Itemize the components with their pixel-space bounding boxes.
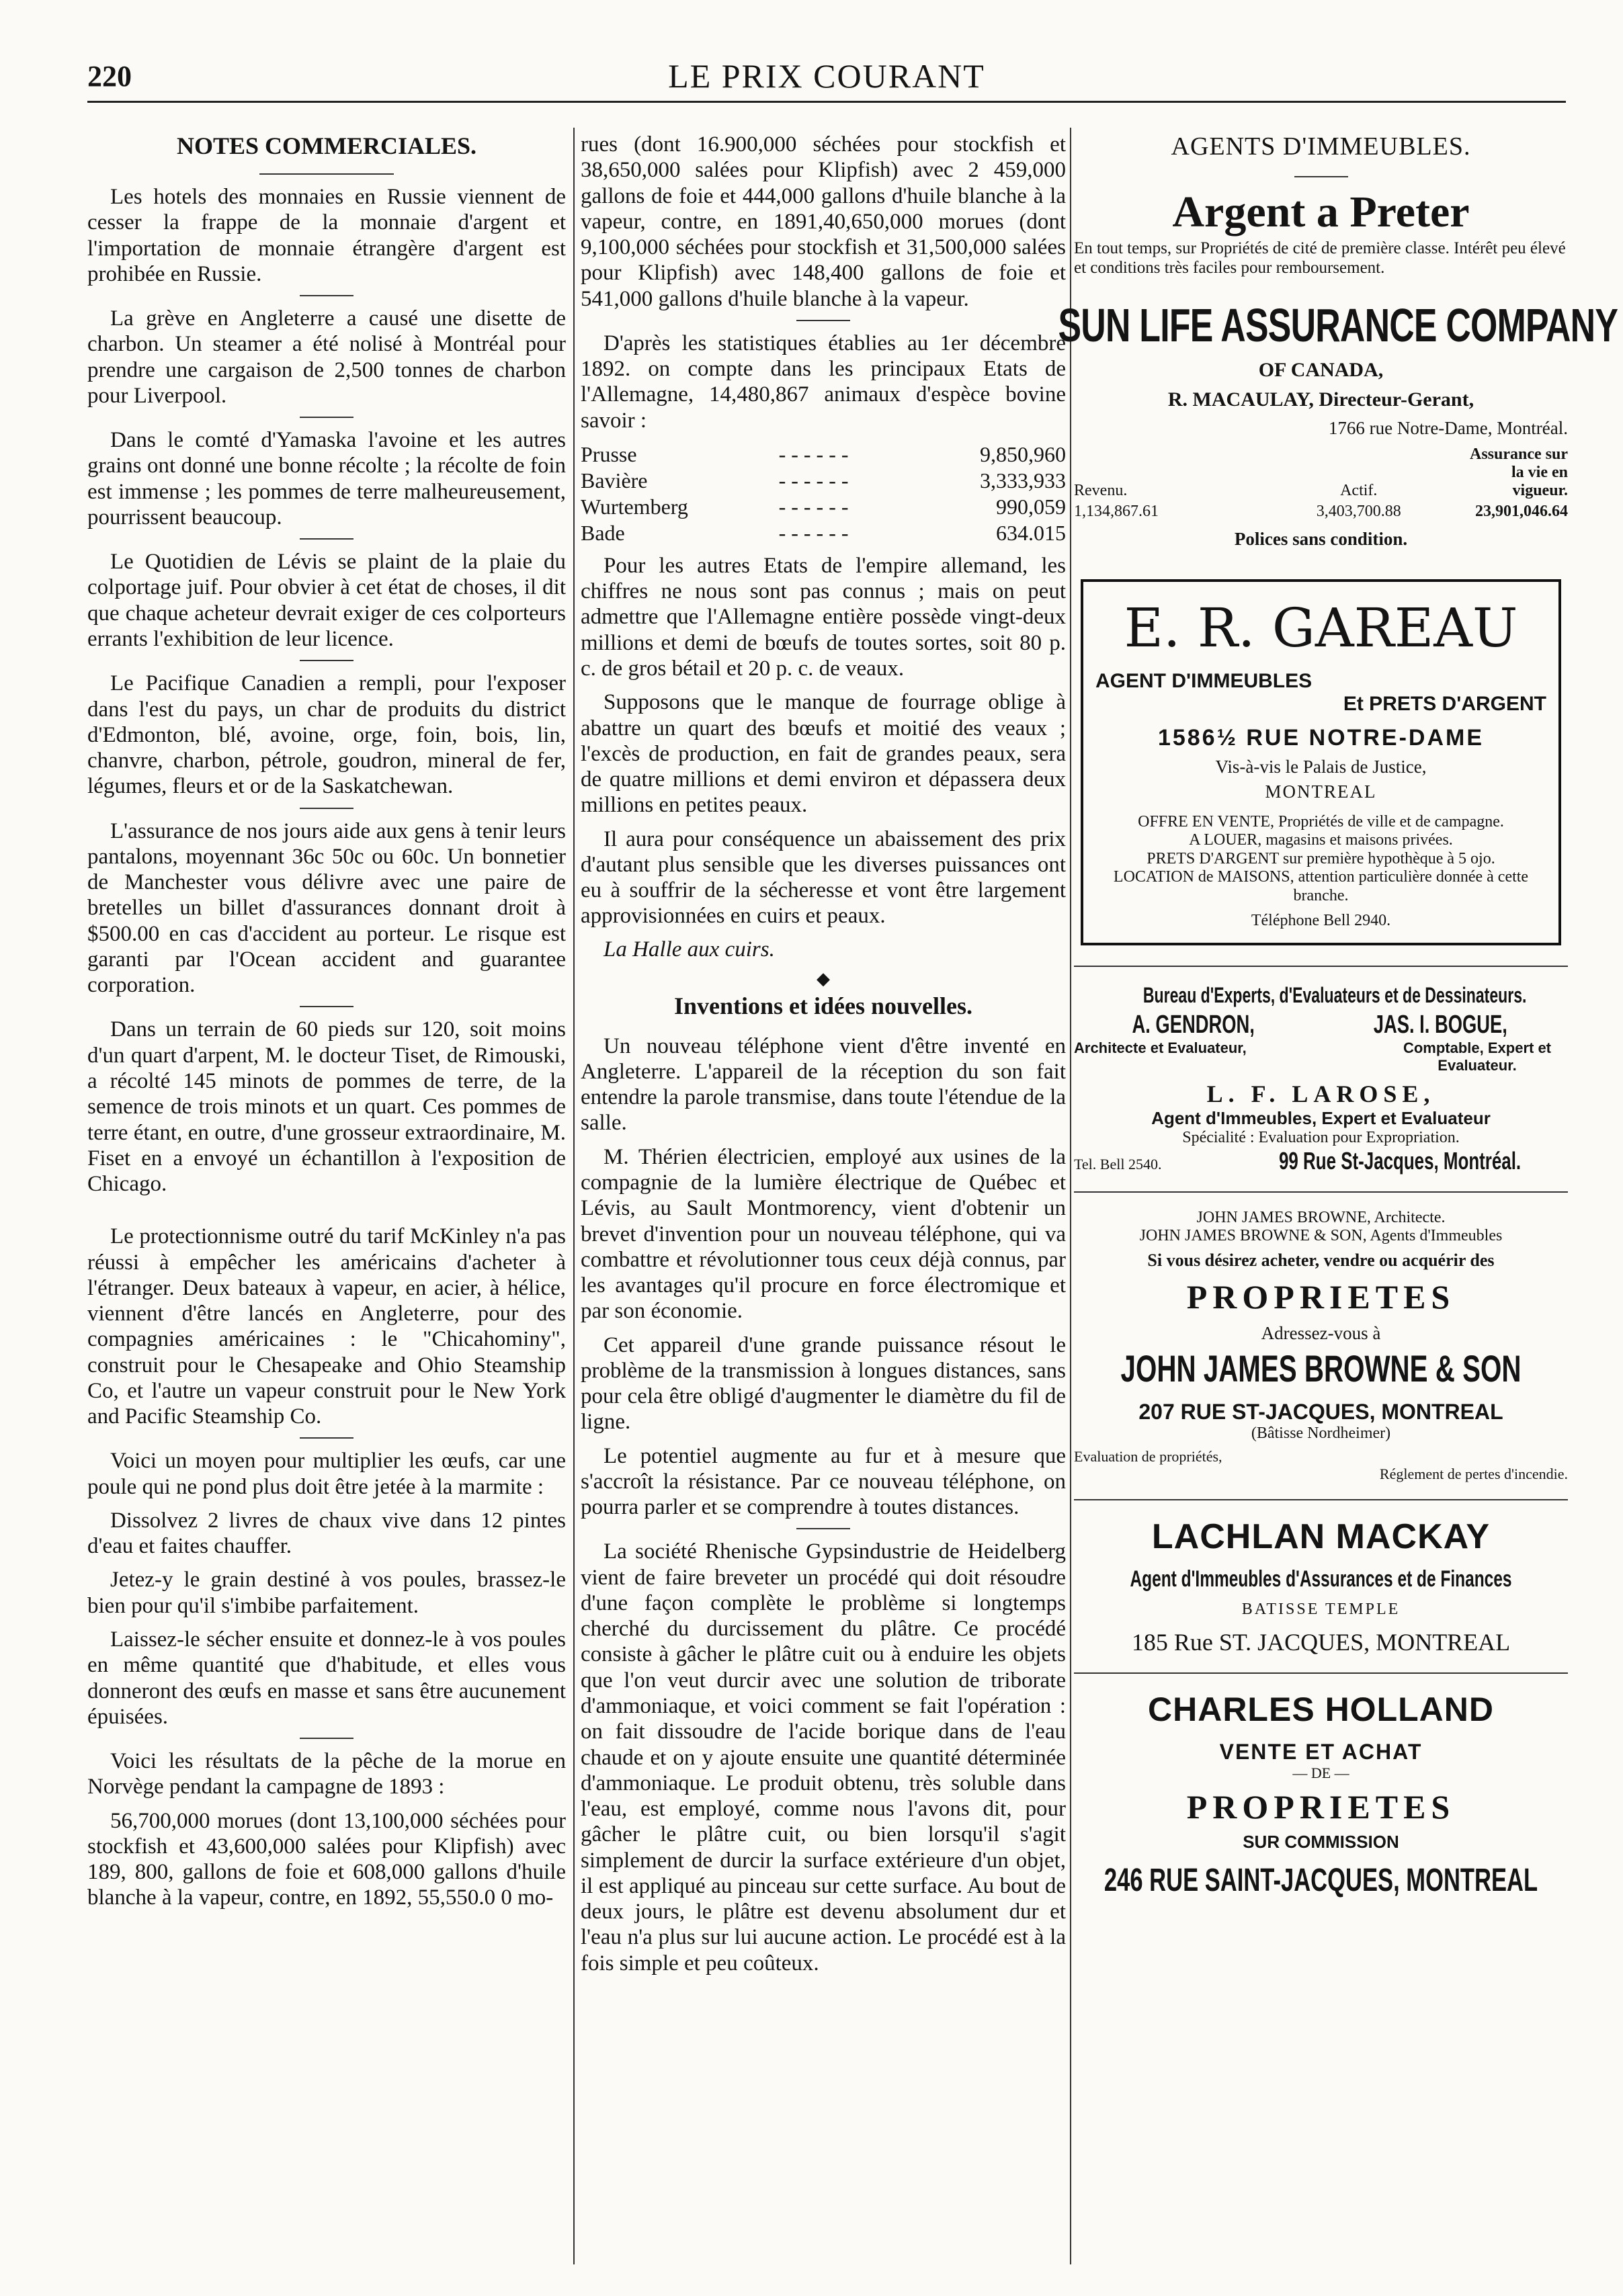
gendron-name1: A. GENDRON,: [1132, 1011, 1255, 1039]
cattle-stats-table: [581, 441, 1066, 546]
ad-mackay: [1074, 1517, 1568, 1656]
article-paragraph: Dissolvez 2 livres de chaux vive dans 12 pintes d'eau et faites chauffer.: [87, 1508, 566, 1559]
ad-gendron: [1074, 983, 1568, 1175]
sunlife-figures: [1074, 444, 1568, 522]
table-row: [1074, 501, 1568, 522]
stat-value: 634.015: [996, 520, 1066, 545]
article-paragraph: Il aura pour conséquence un abaissement des prix d'autant plus sensible que les diverses puissances ont eu à souffrir de la sécheresse et vont être largement approvisionnées en cuirs et peaux.: [581, 826, 1066, 929]
gareau-louer: A LOUER, magasins et maisons privées.: [1189, 831, 1453, 849]
article-paragraph: D'après les statistiques établies au 1er décembre 1892. on compte dans les principaux Etats de l'Allemagne, 14,480,867 animaux d'espèce bovine savoir :: [581, 331, 1066, 433]
divider: [300, 538, 353, 540]
column-rule-2: [1070, 128, 1071, 2264]
divider: [796, 1528, 850, 1529]
ad-browne: [1074, 1209, 1568, 1483]
browne-address: 207 RUE ST-JACQUES, MONTREAL: [1138, 1400, 1503, 1425]
article-paragraph: Jetez-y le grain destiné à vos poules, brassez-le bien pour qu'il s'imbibe parfaitement.: [87, 1568, 566, 1618]
larose-role: Agent d'Immeubles, Expert et Evaluateur: [1151, 1108, 1491, 1129]
figure-header: Actif.: [1340, 481, 1378, 499]
browne-line3: Si vous désirez acheter, vendre ou acquérir des: [1147, 1250, 1495, 1271]
argent-text: En tout temps, sur Propriétés de cité de première classe. Intérêt peu élevé et conditions très faciles pour remboursement.: [1074, 239, 1566, 277]
table-row: Bade - - - - - - 634.015: [581, 520, 1066, 545]
holland-de: — DE —: [1292, 1764, 1349, 1782]
figure-value: 1,134,867.61: [1074, 502, 1159, 520]
holland-commission: SUR COMMISSION: [1243, 1832, 1399, 1853]
stat-value: 990,059: [996, 494, 1066, 519]
sunlife-name: SUN LIFE ASSURANCE COMPANY: [1058, 298, 1618, 351]
article-paragraph: Voici les résultats de la pêche de la morue en Norvège pendant la campagne de 1893 :: [87, 1749, 566, 1799]
sunlife-director: R. MACAULAY, Directeur-Gerant,: [1167, 388, 1474, 411]
browne-line2: JOHN JAMES BROWNE & SON, Agents d'Immeubles: [1139, 1227, 1503, 1245]
article-signature: La Halle aux cuirs.: [604, 937, 775, 962]
gareau-line1: AGENT D'IMMEUBLES: [1095, 669, 1313, 692]
figure-value: 3,403,700.88: [1316, 502, 1401, 520]
mackay-line: Agent d'Immeubles d'Assurances et de Finances: [1130, 1566, 1512, 1592]
larose-tel: Tel. Bell 2540.: [1074, 1156, 1162, 1173]
article-paragraph: M. Thérien électricien, employé aux usines de la compagnie de la lumière électrique de Québec et Lévis, au Sault Montmorency, vient d'obtenir un brevet d'invention pour un nouveau téléphone, qui va combattre et révolutionner tous ceux déjà connus, par les avantages qu'il procure en force électromique et par son économie.: [581, 1144, 1066, 1324]
holland-vente: VENTE ET ACHAT: [1219, 1740, 1423, 1764]
gareau-offre: OFFRE EN VENTE, Propriétés de ville et de campagne.: [1138, 812, 1504, 831]
browne-line1: JOHN JAMES BROWNE, Architecte.: [1196, 1209, 1446, 1227]
page-number: 220: [87, 60, 132, 93]
stat-label: Prusse: [581, 441, 637, 466]
gareau-address: 1586½ RUE NOTRE-DAME: [1157, 724, 1485, 751]
sunlife-address: 1766 rue Notre-Dame, Montréal.: [1328, 417, 1568, 438]
stat-label: Wurtemberg: [581, 494, 688, 519]
gareau-prets: PRETS D'ARGENT sur première hypothèque à 5 ojo.: [1147, 849, 1495, 867]
argent-title: Argent a Preter: [1172, 187, 1470, 237]
table-row: Bavière - - - - - - 3,333,933: [581, 468, 1066, 493]
ad-gareau: [1081, 579, 1561, 946]
holland-proprietes: PROPRIETES: [1186, 1788, 1456, 1826]
gareau-city: MONTREAL: [1265, 781, 1377, 802]
table-row: Prusse - - - - - - 9,850,960: [581, 441, 1066, 466]
browne-eval: Evaluation de propriétés,: [1074, 1448, 1222, 1465]
article-paragraph: rues (dont 16.900,000 séchées pour stockfish et 38,650,000 salées pour Klipfish) avec 2 459,000 gallons de foie et 444,000 gallons d'huile blanche à la vapeur, contre, en 1891,40,650,000 morues (dont 9,100,000 séchées pour stockfish et 31,500,000 salées pour Klipfish) avec 148,400 gallons de foie et 541,000 gallons d'huile blanche à la vapeur.: [581, 132, 1066, 311]
article-paragraph: Voici un moyen pour multiplier les œufs, car une poule qui ne pond plus doit être jetée à la marmite :: [87, 1449, 566, 1499]
divider: [796, 320, 850, 321]
article-paragraph: La grève en Angleterre a causé une disette de charbon. Un steamer a été nolisé à Montréal pour prendre une cargaison de 2,500 tonnes de charbon pour Liverpool.: [87, 306, 566, 408]
section-title-notes: NOTES COMMERCIALES.: [176, 132, 477, 159]
mackay-address: 185 Rue ST. JACQUES, MONTREAL: [1131, 1629, 1511, 1656]
gendron-name2: JAS. I. BOGUE,: [1373, 1011, 1508, 1039]
divider: [300, 1738, 353, 1739]
divider: [259, 173, 394, 175]
article-paragraph: Le Pacifique Canadien a rempli, pour l'exposer dans l'est du pays, un char de produits du district d'Edmonton, blé, avoine, orge, foin, bois, lin, chanvre, charbon, pétrole, goudron, mineral de fer, légumes, fleurs et or de la Saskatchewan.: [87, 671, 566, 799]
divider: [1074, 1499, 1568, 1500]
article-paragraph: Cet appareil d'une grande puissance résout le problème de la transmission à longues distances, sans pour cela être obligé d'augmenter le diamètre du fil de ligne.: [581, 1332, 1066, 1435]
table-row: [1074, 444, 1568, 501]
larose-address: 99 Rue St-Jacques, Montréal.: [1278, 1147, 1521, 1175]
ad-holland: [1074, 1690, 1568, 1899]
divider: [300, 1006, 353, 1007]
divider: [300, 295, 353, 296]
ad-sunlife: [1058, 298, 1618, 550]
browne-proprietes: PROPRIETES: [1186, 1278, 1456, 1316]
sunlife-tagline: Polices sans condition.: [1234, 528, 1408, 549]
browne-adressez: Adressez-vous à: [1261, 1323, 1381, 1344]
page-header: [87, 54, 1566, 103]
stat-value: 3,333,933: [980, 468, 1066, 493]
divider: [300, 1437, 353, 1439]
table-row: Wurtemberg - - - - - - 990,059: [581, 494, 1066, 519]
larose-name: L. F. LAROSE,: [1206, 1080, 1435, 1108]
figure-header: Assurance sur la vie en vigueur.: [1469, 445, 1568, 499]
gendron-role2: Comptable, Expert et Evaluateur.: [1403, 1039, 1552, 1074]
gendron-bureau: Bureau d'Experts, d'Evaluateurs et de Dessinateurs.: [1142, 983, 1527, 1008]
column-1: [87, 132, 566, 2262]
publication-title: LE PRIX COURANT: [668, 57, 985, 95]
column-2: [581, 132, 1066, 2262]
mackay-batisse: BATISSE TEMPLE: [1241, 1601, 1401, 1619]
ad-argent: [1074, 132, 1568, 278]
larose-speciality: Spécialité : Evaluation pour Expropriation.: [1182, 1129, 1460, 1147]
column-rule-1: [573, 128, 575, 2264]
divider: [300, 808, 353, 809]
article-paragraph: Le Quotidien de Lévis se plaint de la plaie du colportage juif. Pour obvier à cet état de choses, il dit que chaque acheteur devrait exiger de ces colporteurs errants l'exhibition de leur licence.: [87, 550, 566, 651]
browne-reglement: Réglement de pertes d'incendie.: [1379, 1465, 1568, 1483]
column-3-ads: [1058, 132, 1618, 2262]
sunlife-country: OF CANADA,: [1258, 358, 1384, 381]
gareau-name: E. R. GAREAU: [1124, 596, 1518, 659]
gareau-location: LOCATION de MAISONS, attention particulière donnée à cette branche.: [1113, 868, 1529, 904]
figure-header: Revenu.: [1074, 481, 1128, 499]
article-paragraph: Le protectionnisme outré du tarif McKinley n'a pas réussi à empêcher les américains d'acheter à l'étranger. Deux bateaux à vapeur, en acier, à hélice, viennent d'être lancés en Angleterre, pour des compagnies américaines : le "Chicahominy", construit pour le Chesapeake and Ohio Steamship Co, et l'autre un vapeur construit pour le New York and Pacific Steamship Co.: [87, 1224, 566, 1429]
article-paragraph: Dans le comté d'Yamaska l'avoine et les autres grains ont donné une bonne récolte ; la récolte de foin est immense ; les pommes de terre malheureusement, pourrissent beaucoup.: [87, 428, 566, 529]
divider: [300, 417, 353, 418]
ornament-icon: ◆: [817, 968, 830, 988]
article-paragraph: Un nouveau téléphone vient d'être inventé en Angleterre. L'appareil de la réception du son fait entendre la parole transmise, dans toute l'étendue de la salle.: [581, 1033, 1066, 1136]
divider: [1074, 1191, 1568, 1193]
divider: [1074, 966, 1568, 967]
stat-label: Bavière: [581, 468, 648, 493]
mackay-name: LACHLAN MACKAY: [1151, 1517, 1491, 1557]
divider: [1294, 176, 1348, 177]
article-paragraph: L'assurance de nos jours aide aux gens à tenir leurs pantalons, moyennant 36c 50c ou 60c. Un bonnetier de Manchester vous délivre avec une paire de bretelles un billet d'assurances donnant droit à $500.00 en cas d'accident au porteur. Le risque est garanti par l'Ocean accident and guarantee corporation.: [87, 818, 566, 998]
article-paragraph: La société Rhenische Gypsindustrie de Heidelberg vient de faire breveter un procédé qui doit résoudre d'une façon complète le problème si longtemps cherché du durcissement du plâtre. Ce procédé consiste à gâcher le plâtre cuit ou à enduire les objets que l'on veut durcir avec une solution de triborate d'ammoniaque, et voici comment se fait l'opération : on fait dissoudre de l'acide borique dans de l'eau chaude et on y ajoute ensuite une quantité déterminée d'ammoniaque. Le produit obtenu, très soluble dans l'eau, est employé, comme nous l'avons dit, pour gâcher le plâtre cuit, ou bien lorsqu'il s'agit simplement de durcir la surface extérieure d'un objet, il est appliqué au pinceau sur cette surface. Au bout de deux jours, le plâtre est devenu absolument dur et l'eau n'a plus sur lui aucune action. Le procédé est à la fois simple et peu coûteux.: [581, 1539, 1066, 1975]
divider: [300, 660, 353, 661]
article-paragraph: Le potentiel augmente au fur et à mesure que s'accroît la résistance. Par ce nouveau téléphone, on pourra parler et se comprendre à toutes distances.: [581, 1443, 1066, 1520]
gareau-line2: Et PRETS D'ARGENT: [1343, 692, 1546, 715]
browne-name: JOHN JAMES BROWNE & SON: [1120, 1347, 1522, 1390]
stat-value: 9,850,960: [980, 441, 1066, 466]
article-paragraph: Pour les autres Etats de l'empire allemand, les chiffres ne nous sont pas connus ; mais on peut admettre que l'Allemagne entière possède vingt-deux millions et demi de bœufs de toutes sortes, soit 80 p. c. de gros bétail et 20 p. c. de veaux.: [581, 553, 1066, 681]
gareau-tel: Téléphone Bell 2940.: [1251, 912, 1391, 930]
gareau-vis: Vis-à-vis le Palais de Justice,: [1215, 756, 1427, 777]
holland-address: 246 RUE SAINT-JACQUES, MONTREAL: [1104, 1863, 1538, 1899]
gendron-role1: Architecte et Evaluateur,: [1074, 1039, 1247, 1057]
figure-value: 23,901,046.64: [1475, 502, 1568, 520]
article-paragraph: 56,700,000 morues (dont 13,100,000 séchées pour stockfish et 43,600,000 salées pour Klipfish) avec 189, 800, gallons de foie et 608,000 gallons d'huile blanche à la vapeur, contre, en 1892, 55,550.0 0 mo-: [87, 1808, 566, 1910]
stat-label: Bade: [581, 520, 625, 545]
article-paragraph: Dans un terrain de 60 pieds sur 120, soit moins d'un quart d'arpent, M. le docteur Tiset, de Rimouski, a récolté 145 minots de pommes de terre, de la semence de trois minots et un quart. Ces pommes de terre étant, en outre, d'une grosseur extraordinaire, M. Fiset en a envoyé un échantillon à l'exposition de Chicago.: [87, 1017, 566, 1197]
section-title-inventions: Inventions et idées nouvelles.: [673, 992, 973, 1019]
browne-batisse: (Bâtisse Nordheimer): [1251, 1425, 1391, 1443]
divider: [1074, 1672, 1568, 1674]
agents-heading: AGENTS D'IMMEUBLES.: [1171, 132, 1471, 161]
holland-name: CHARLES HOLLAND: [1148, 1691, 1494, 1729]
article-paragraph: Laissez-le sécher ensuite et donnez-le à vos poules en même quantité que d'habitude, et elles vous donneront des œufs en masse et sans être aucunement épuisées.: [87, 1627, 566, 1729]
article-paragraph: Supposons que le manque de fourrage oblige à abattre un quart des bœufs et moitié des veaux ; l'excès de production, en fait de grandes peaux, sera de quatre millions et demi environ et dépassera deux millions en petites peaux.: [581, 690, 1066, 818]
article-paragraph: Les hotels des monnaies en Russie viennent de cesser la frappe de la monnaie d'argent et l'importation de monnaie étrangère d'argent est prohibée en Russie.: [87, 185, 566, 286]
